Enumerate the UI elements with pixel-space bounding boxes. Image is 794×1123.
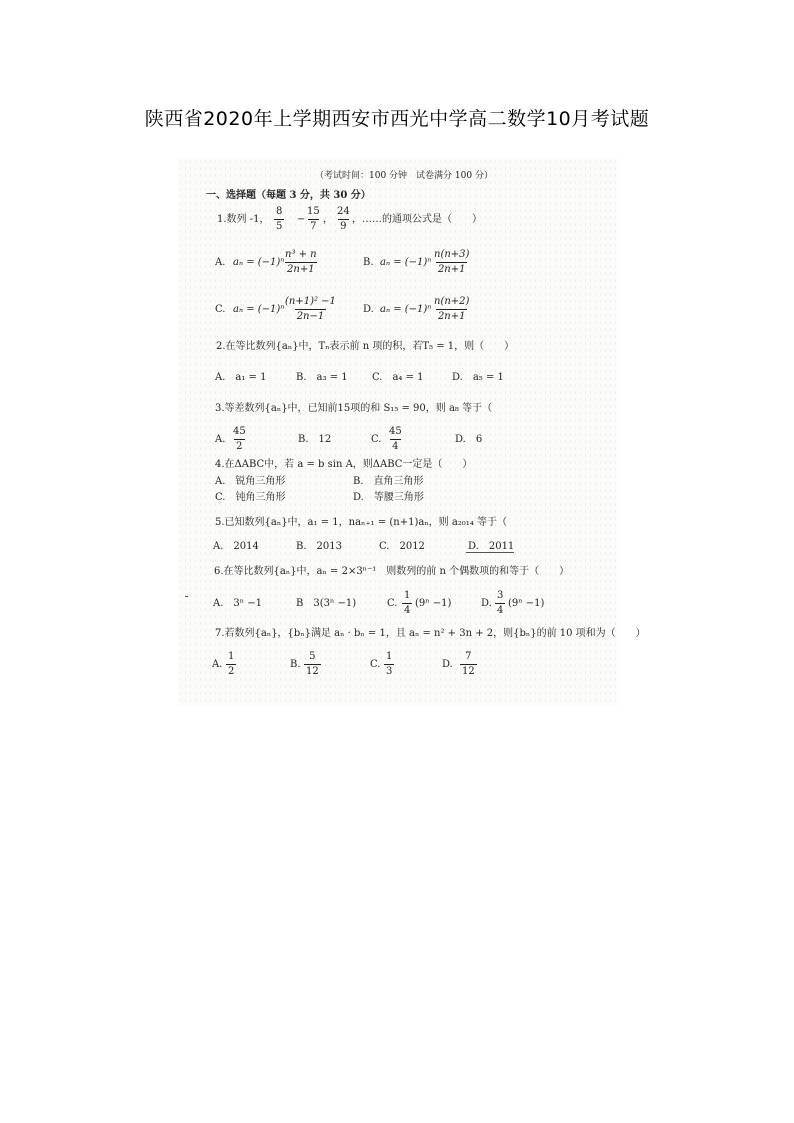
q1-option-c-label: C.	[215, 304, 226, 315]
q6-option-c-fraction: $\frac{1}{4}$	[404, 590, 411, 616]
q1-option-c-fraction: $\frac{\text{(n+1)² −1}}{2n-1}$	[285, 296, 336, 322]
question-4-stem: 4.在ΔABC中，若 a = b sin A，则ΔABC一定是（ ）	[215, 459, 473, 470]
q1-option-b-fraction: $\frac{n(n+3)}{2n+1}$	[434, 249, 470, 275]
q3-option-c-label: C.	[371, 434, 382, 445]
q7-option-c-fraction: $\frac{1}{3}$	[386, 651, 393, 677]
q6-option-c-tail: (9ⁿ −1)	[415, 598, 452, 609]
scan-underline	[466, 552, 514, 553]
question-1-stem-suffix: ，……的通项公式是（ ）	[352, 214, 482, 225]
q6-option-c-label: C.	[387, 598, 398, 609]
q2-option-c: C. a₄ = 1	[372, 372, 424, 383]
q1-option-d-fraction: $\frac{n(n+2)}{2n+1}$	[434, 296, 470, 322]
exam-info: （考试时间：100 分钟 试卷满分 100 分）	[315, 171, 493, 181]
question-2-stem: 2.在等比数列{aₙ}中，Tₙ表示前 n 项的积，若T₅ = 1，则（ ）	[216, 341, 515, 352]
q7-option-a-label: A.	[212, 659, 223, 670]
question-1-comma: ，	[323, 214, 333, 225]
q4-option-d: D. 等腰三角形	[353, 492, 424, 503]
q7-option-d-fraction: $\frac{7}{12}$	[462, 651, 475, 677]
question-6-stem: 6.在等比数列{aₙ}中，aₙ = 2×3ⁿ⁻¹ 则数列的前 n 个偶数项的和等于（ ）	[214, 566, 570, 577]
q5-option-a: A. 2014	[213, 541, 259, 552]
q4-option-b: B. 直角三角形	[353, 476, 424, 487]
q1-option-d-label: D.	[363, 304, 374, 315]
q7-option-a-fraction: $\frac{1}{2}$	[228, 651, 235, 677]
q5-option-b: B. 2013	[296, 541, 342, 552]
q4-option-a: A. 锐角三角形	[215, 476, 286, 487]
q6-option-d-tail: (9ⁿ −1)	[508, 598, 545, 609]
q6-option-a: A. 3ⁿ −1	[213, 598, 263, 609]
page-title: 陕西省2020年上学期西安市西光中学高二数学10月考试题	[144, 108, 650, 130]
q6-option-d-fraction: $\frac{3}{4}$	[497, 590, 504, 616]
question-5-stem: 5.已知数列{aₙ}中，a₁ = 1，naₙ₊₁ = (n+1)aₙ，则 a₂₀₁₄ 等于（	[215, 517, 508, 528]
q1-option-d-prefix: aₙ = (−1)ⁿ	[380, 304, 432, 315]
q5-option-d: D. 2011	[468, 541, 515, 552]
q1-option-a-label: A.	[215, 257, 226, 268]
q3-option-a-fraction: $\frac{45}{2}$	[233, 426, 246, 452]
q1-option-b-label: B.	[363, 257, 374, 268]
q5-option-c: C. 2012	[379, 541, 425, 552]
scan-speck	[185, 596, 188, 597]
q1-option-a-fraction: $\frac{\text{n³ + n}}{2n+1}$	[285, 249, 317, 275]
question-1-fraction-2: $\frac{15}{7}$	[307, 206, 320, 232]
q1-option-a-prefix: aₙ = (−1)ⁿ	[233, 257, 285, 268]
q2-option-b: B. a₃ = 1	[296, 372, 348, 383]
q3-option-b: B. 12	[298, 434, 332, 445]
q1-option-b-prefix: aₙ = (−1)ⁿ	[380, 257, 432, 268]
q4-option-c: C. 钝角三角形	[215, 492, 286, 503]
q7-option-b-label: B.	[290, 659, 301, 670]
q1-option-c-prefix: aₙ = (−1)ⁿ	[233, 304, 285, 315]
q7-option-d-label: D.	[442, 659, 453, 670]
q2-option-d: D. a₅ = 1	[452, 372, 504, 383]
q6-option-b: B 3(3ⁿ −1)	[296, 598, 357, 609]
q6-option-d-label: D.	[481, 598, 492, 609]
question-3-stem: 3.等差数列{aₙ}中，已知前15项的和 S₁₅ = 90，则 a₈ 等于（	[215, 403, 493, 414]
question-1-stem-prefix: 1.数列 -1，	[217, 214, 270, 225]
question-1-fraction-1: $\frac{8}{5}$	[276, 206, 283, 232]
q3-option-d: D. 6	[455, 434, 483, 445]
q7-option-c-label: C.	[370, 659, 381, 670]
q3-option-c-fraction: $\frac{45}{4}$	[389, 426, 402, 452]
section-heading: 一、选择题（每题 3 分，共 30 分）	[206, 190, 371, 201]
question-7-stem: 7.若数列{aₙ}，{bₙ}满足 aₙ · bₙ = 1，且 aₙ = n² + 3n + 2，则{bₙ}的前 10 项和为（ ）	[215, 628, 646, 639]
q3-option-a-label: A.	[215, 434, 226, 445]
q2-option-a: A. a₁ = 1	[215, 372, 267, 383]
question-1-fraction-3: $\frac{24}{9}$	[337, 206, 350, 232]
question-1-minus-sign: −	[297, 214, 306, 225]
q7-option-b-fraction: $\frac{5}{12}$	[306, 651, 319, 677]
